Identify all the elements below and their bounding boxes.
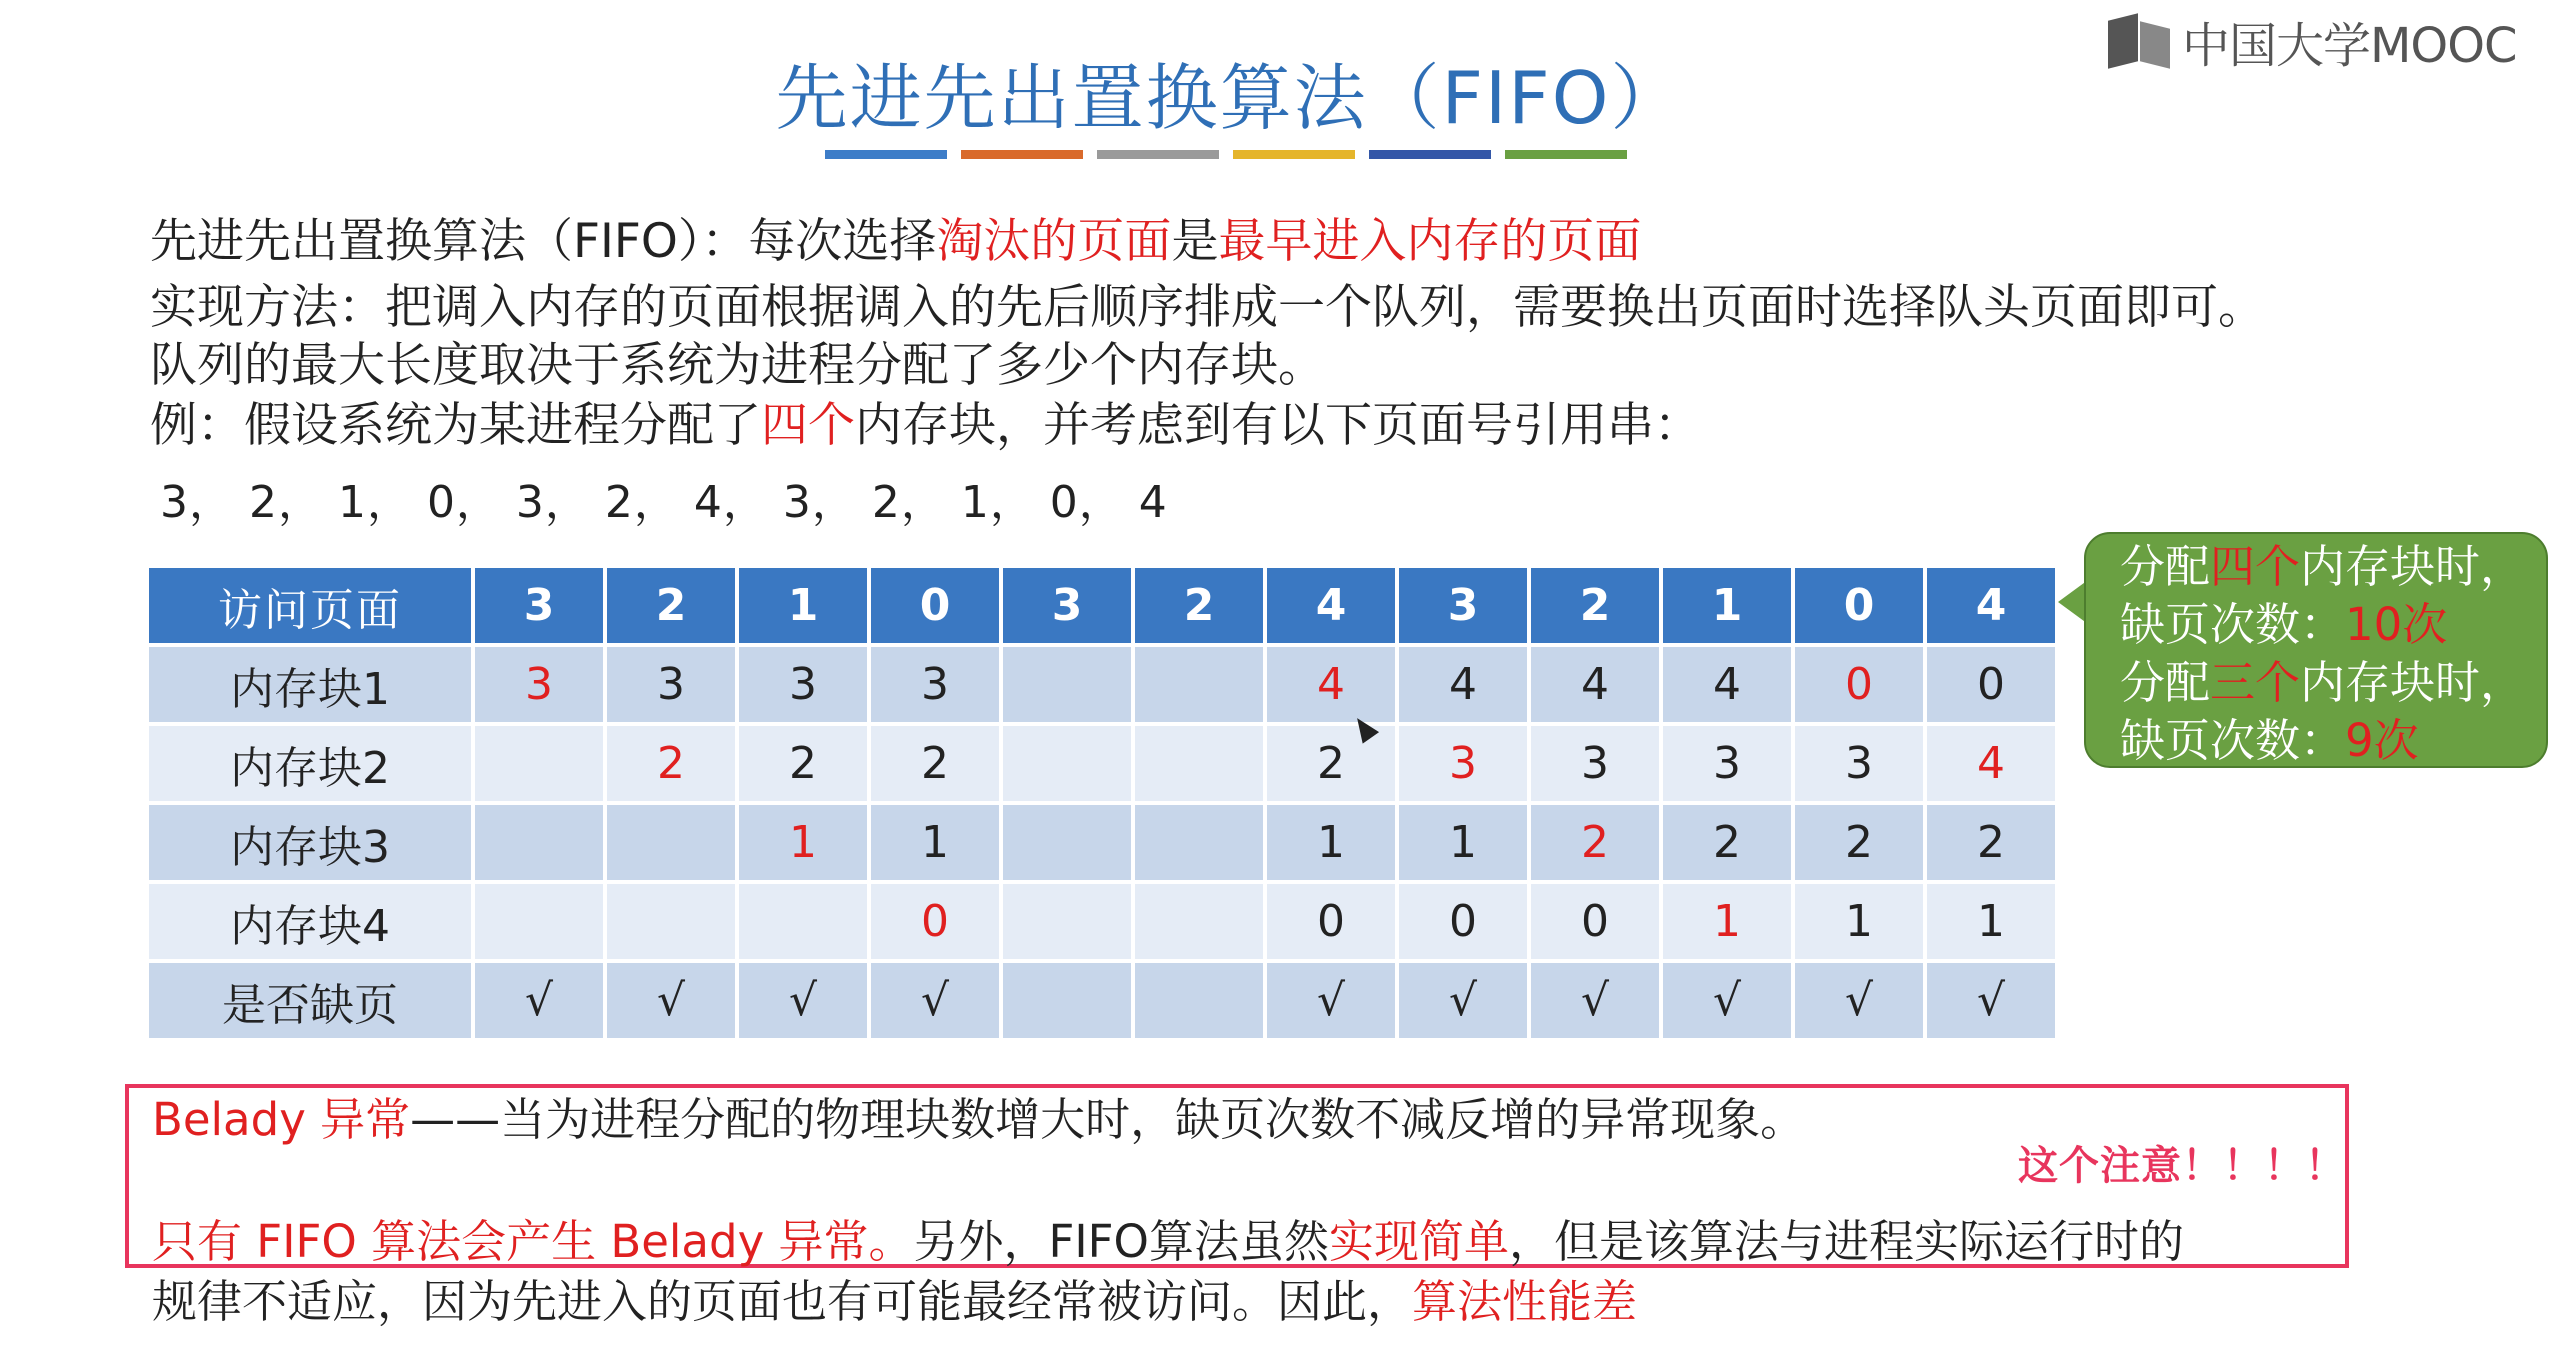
definition-line	[150, 212, 1641, 272]
table-cell: 4	[1267, 647, 1395, 722]
bubble-line-1: 分配四个内存块时，	[2120, 540, 2526, 593]
reference-string: 3， 2， 1， 0， 3， 2， 4， 3， 2， 1， 0， 4	[160, 477, 1168, 528]
header-page-cell: 2	[1531, 568, 1659, 643]
table-cell: 2	[739, 726, 867, 801]
table-cell: 2	[607, 726, 735, 801]
table-cell: 4	[1531, 647, 1659, 722]
table-cell: 1	[1663, 884, 1791, 959]
table-cell: 3	[1531, 726, 1659, 801]
table-cell: 1	[871, 805, 999, 880]
callout-bubble	[2084, 532, 2548, 768]
header-page-cell: 0	[871, 568, 999, 643]
table-cell: √	[871, 963, 999, 1038]
row-label: 内存块1	[149, 647, 471, 722]
definition-red-1: 淘汰的页面	[936, 214, 1172, 269]
belady-simple-red: 实现简单	[1328, 1215, 1509, 1268]
table-row	[149, 884, 2055, 959]
title-underline-bar	[1233, 150, 1355, 159]
bubble-line-4: 缺页次数：9次	[2120, 714, 2419, 767]
table-row	[149, 726, 2055, 801]
table-row	[149, 647, 2055, 722]
title-underline	[825, 150, 1627, 159]
table-cell	[1135, 805, 1263, 880]
belady-poor-red: 算法性能差	[1412, 1275, 1638, 1328]
table-cell	[475, 884, 603, 959]
table-cell: √	[607, 963, 735, 1038]
table-cell: √	[1795, 963, 1923, 1038]
table-cell: 0	[1531, 884, 1659, 959]
table-cell	[475, 805, 603, 880]
header-label: 访问页面	[149, 568, 471, 643]
table-cell	[607, 805, 735, 880]
row-label: 内存块2	[149, 726, 471, 801]
implementation-line: 实现方法：把调入内存的页面根据调入的先后顺序排成一个队列，需要换出页面时选择队头页面即可。	[150, 280, 2265, 335]
table-header-row	[149, 568, 2055, 643]
table-cell: 2	[1927, 805, 2055, 880]
attention-note: 这个注意！！！！	[2018, 1143, 2346, 1189]
table-cell	[1003, 647, 1131, 722]
title-underline-bar	[961, 150, 1083, 159]
example-red: 四个	[761, 398, 855, 453]
table-cell	[1003, 963, 1131, 1038]
table-cell: 0	[1795, 647, 1923, 722]
header-page-cell: 3	[1399, 568, 1527, 643]
table-cell: 0	[871, 884, 999, 959]
table-cell: 3	[475, 647, 603, 722]
row-label: 内存块3	[149, 805, 471, 880]
table-cell: √	[1927, 963, 2055, 1038]
belady-definition	[152, 1090, 1805, 1150]
table-cell: 4	[1927, 726, 2055, 801]
table-cell: 3	[1663, 726, 1791, 801]
table-cell: 1	[1927, 884, 2055, 959]
table-cell: 0	[1927, 647, 2055, 722]
header-page-cell: 1	[739, 568, 867, 643]
table-cell: 4	[1399, 647, 1527, 722]
table-cell	[475, 726, 603, 801]
header-page-cell: 2	[1135, 568, 1263, 643]
table-cell: 3	[739, 647, 867, 722]
table-cell	[1135, 963, 1263, 1038]
table-cell	[1135, 647, 1263, 722]
table-cell: 2	[871, 726, 999, 801]
table-cell: 1	[1399, 805, 1527, 880]
belady-line-3	[152, 1272, 1637, 1332]
header-page-cell: 3	[1003, 568, 1131, 643]
belady-line-2-mid: 另外，FIFO算法虽然	[913, 1215, 1329, 1268]
table-cell: 1	[739, 805, 867, 880]
bubble-line-3: 分配三个内存块时，	[2120, 656, 2526, 709]
belady-term: Belady 异常	[152, 1093, 411, 1146]
example-prefix: 例：假设系统为某进程分配了	[150, 398, 761, 453]
table-cell: 4	[1663, 647, 1791, 722]
table-cell: √	[1399, 963, 1527, 1038]
row-label: 是否缺页	[149, 963, 471, 1038]
table-cell: 2	[1267, 726, 1395, 801]
queue-note-line: 队列的最大长度取决于系统为进程分配了多少个内存块。	[150, 338, 1325, 393]
table-cell: √	[739, 963, 867, 1038]
table-cell	[1003, 884, 1131, 959]
belady-line-2-rest: ，但是该算法与进程实际运行时的	[1509, 1215, 2185, 1268]
header-page-cell: 1	[1663, 568, 1791, 643]
header-page-cell: 3	[475, 568, 603, 643]
table-cell: 2	[1531, 805, 1659, 880]
table-cell: 3	[1399, 726, 1527, 801]
table-cell: 3	[871, 647, 999, 722]
table-cell: 0	[1267, 884, 1395, 959]
table-cell: 2	[1795, 805, 1923, 880]
slide-title: 先进先出置换算法（FIFO）	[775, 56, 1685, 140]
table-cell: 3	[607, 647, 735, 722]
table-cell: √	[1267, 963, 1395, 1038]
mooc-logo-text: 中国大学MOOC	[2182, 17, 2517, 74]
table-cell: √	[1663, 963, 1791, 1038]
belady-fifo-red: 只有 FIFO 算法会产生 Belady 异常。	[152, 1215, 914, 1268]
belady-definition-text: ——当为进程分配的物理块数增大时，缺页次数不减反增的异常现象。	[410, 1093, 1806, 1146]
bubble-line-2: 缺页次数：10次	[2120, 598, 2448, 651]
table-cell	[1003, 726, 1131, 801]
table-cell	[1003, 805, 1131, 880]
header-page-cell: 0	[1795, 568, 1923, 643]
row-label: 内存块4	[149, 884, 471, 959]
definition-mid: 是	[1171, 214, 1219, 269]
title-underline-bar	[1505, 150, 1627, 159]
title-underline-bar	[1369, 150, 1491, 159]
table-row	[149, 805, 2055, 880]
table-cell	[739, 884, 867, 959]
belady-line-3-text: 规律不适应，因为先进入的页面也有可能最经常被访问。因此，	[152, 1275, 1413, 1328]
table-cell: √	[475, 963, 603, 1038]
header-page-cell: 4	[1267, 568, 1395, 643]
table-row	[149, 963, 2055, 1038]
table-cell	[1135, 884, 1263, 959]
fifo-table	[145, 564, 2059, 1042]
definition-prefix: 先进先出置换算法（FIFO）：每次选择	[150, 214, 937, 269]
example-suffix: 内存块，并考虑到有以下页面号引用串：	[855, 398, 1701, 453]
table-cell: 1	[1267, 805, 1395, 880]
header-page-cell: 4	[1927, 568, 2055, 643]
belady-line-2	[152, 1212, 2184, 1272]
table-cell: 2	[1663, 805, 1791, 880]
table-cell: 1	[1795, 884, 1923, 959]
table-cell	[607, 884, 735, 959]
table-cell: √	[1531, 963, 1659, 1038]
table-cell: 0	[1399, 884, 1527, 959]
title-underline-bar	[825, 150, 947, 159]
example-line	[150, 396, 1701, 456]
header-page-cell: 2	[607, 568, 735, 643]
table-cell	[1135, 726, 1263, 801]
table-cell: 3	[1795, 726, 1923, 801]
title-underline-bar	[1097, 150, 1219, 159]
definition-red-2: 最早进入内存的页面	[1218, 214, 1642, 269]
